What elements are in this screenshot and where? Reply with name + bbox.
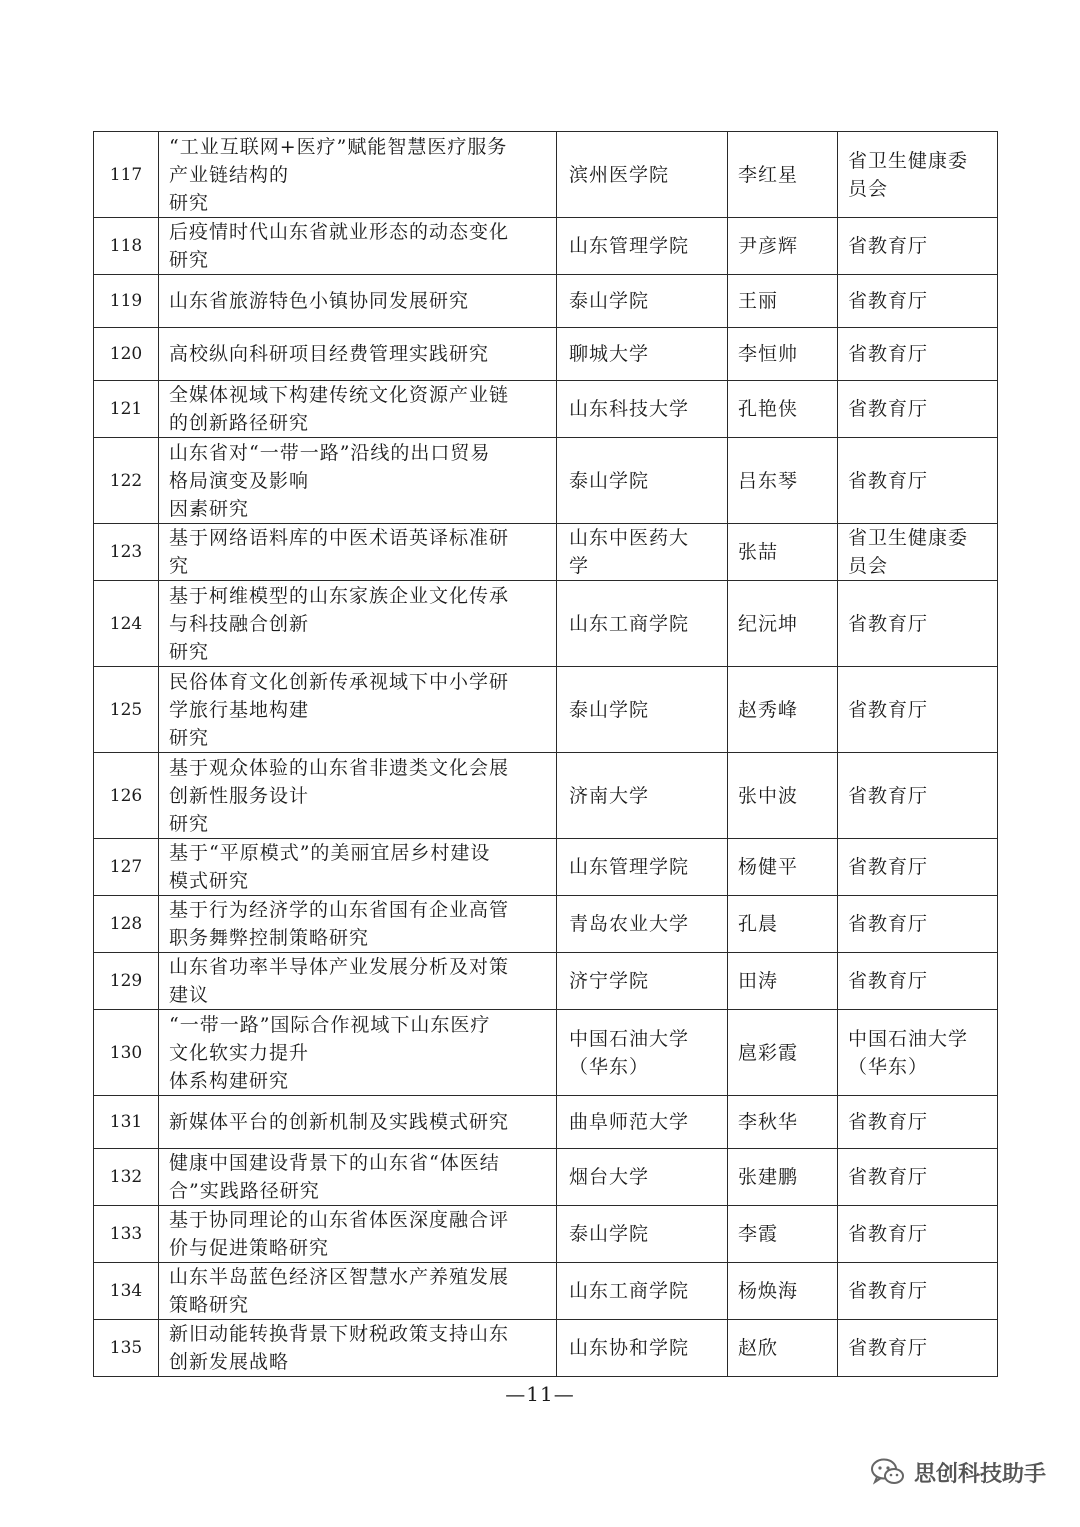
row-number: 126 <box>94 753 159 839</box>
project-title-line: 究 <box>169 555 190 577</box>
institution <box>557 896 728 953</box>
supervising-department <box>838 381 998 438</box>
project-title <box>159 524 557 581</box>
principal-investigator: 赵欣 <box>728 1320 838 1377</box>
project-table <box>93 131 998 1377</box>
department-line: 省教育厅 <box>848 612 929 635</box>
project-title <box>159 132 557 218</box>
table-row <box>94 275 998 328</box>
row-number: 120 <box>94 328 159 381</box>
table-row <box>94 667 998 753</box>
principal-investigator: 扈彩霞 <box>728 1010 838 1096</box>
project-title-line: 文化软实力提升 <box>169 1041 310 1064</box>
principal-investigator: 孔晨 <box>728 896 838 953</box>
department-line: 省卫生健康委 <box>848 527 969 549</box>
project-title-line: 研究 <box>169 812 210 835</box>
project-title <box>159 1096 557 1149</box>
principal-investigator: 王丽 <box>728 275 838 328</box>
project-title <box>159 218 557 275</box>
department-line: 省教育厅 <box>848 1166 929 1188</box>
table-row <box>94 753 998 839</box>
table-row <box>94 1320 998 1377</box>
project-title-line: 研究 <box>169 191 210 214</box>
project-title <box>159 896 557 953</box>
project-title-line: 研究 <box>169 726 210 749</box>
principal-investigator: 张建鹏 <box>728 1149 838 1206</box>
institution-line: 学 <box>569 555 590 577</box>
supervising-department <box>838 896 998 953</box>
department-line: 省教育厅 <box>848 398 929 420</box>
department-line: 中国石油大学 <box>848 1027 969 1050</box>
department-line: 员会 <box>848 177 889 200</box>
principal-investigator: 尹彦辉 <box>728 218 838 275</box>
table-row <box>94 1010 998 1096</box>
institution <box>557 1149 728 1206</box>
project-title-line: 山东省旅游特色小镇协同发展研究 <box>169 290 470 312</box>
institution-line: 泰山学院 <box>569 698 650 721</box>
row-number: 132 <box>94 1149 159 1206</box>
supervising-department <box>838 132 998 218</box>
table-row <box>94 1096 998 1149</box>
project-title-line: 民俗体育文化创新传承视域下中小学研 <box>169 670 510 693</box>
institution-line: 泰山学院 <box>569 290 650 312</box>
institution-line: 山东协和学院 <box>569 1337 690 1359</box>
project-title <box>159 753 557 839</box>
project-title-line: 基于网络语料库的中医术语英译标准研 <box>169 527 510 549</box>
project-title-line: 山东省对“一带一路”沿线的出口贸易 <box>169 441 491 464</box>
institution-line: 泰山学院 <box>569 1223 650 1245</box>
principal-investigator: 杨健平 <box>728 839 838 896</box>
institution-line: 山东工商学院 <box>569 1280 690 1302</box>
department-line: 省教育厅 <box>848 1111 929 1133</box>
project-title-line: 学旅行基地构建 <box>169 698 310 721</box>
table-row <box>94 524 998 581</box>
supervising-department <box>838 667 998 753</box>
supervising-department <box>838 438 998 524</box>
supervising-department <box>838 328 998 381</box>
institution <box>557 438 728 524</box>
institution <box>557 839 728 896</box>
project-title-line: 策略研究 <box>169 1294 250 1316</box>
supervising-department <box>838 1010 998 1096</box>
wechat-icon <box>870 1457 906 1487</box>
project-title-line: 研究 <box>169 249 210 271</box>
supervising-department <box>838 581 998 667</box>
supervising-department <box>838 1320 998 1377</box>
institution-line: 聊城大学 <box>569 343 650 365</box>
watermark <box>870 1452 1046 1492</box>
institution-line: 济南大学 <box>569 784 650 807</box>
project-title-line: 价与促进策略研究 <box>169 1237 330 1259</box>
project-title <box>159 581 557 667</box>
project-title-line: 创新发展战略 <box>169 1351 290 1373</box>
project-title-line: 基于柯维模型的山东家族企业文化传承 <box>169 584 510 607</box>
department-line: （华东） <box>848 1055 929 1078</box>
principal-investigator: 赵秀峰 <box>728 667 838 753</box>
department-line: 省教育厅 <box>848 235 929 257</box>
project-title <box>159 328 557 381</box>
table-row <box>94 218 998 275</box>
project-title <box>159 667 557 753</box>
supervising-department <box>838 524 998 581</box>
supervising-department <box>838 1096 998 1149</box>
institution <box>557 1096 728 1149</box>
institution-line: 烟台大学 <box>569 1166 650 1188</box>
project-title-line: 健康中国建设背景下的山东省“体医结 <box>169 1152 500 1174</box>
principal-investigator: 李红星 <box>728 132 838 218</box>
institution <box>557 524 728 581</box>
department-line: 省教育厅 <box>848 1280 929 1302</box>
table-body <box>94 132 998 1377</box>
institution-line: 山东科技大学 <box>569 398 690 420</box>
institution <box>557 667 728 753</box>
project-title-line: 模式研究 <box>169 870 250 892</box>
page-number: —11— <box>505 1382 575 1406</box>
project-title <box>159 275 557 328</box>
supervising-department <box>838 1263 998 1320</box>
row-number: 121 <box>94 381 159 438</box>
institution-line: 山东中医药大 <box>569 527 690 549</box>
principal-investigator: 李霞 <box>728 1206 838 1263</box>
row-number: 128 <box>94 896 159 953</box>
project-title-line: 新媒体平台的创新机制及实践模式研究 <box>169 1111 510 1133</box>
department-line: 省教育厅 <box>848 343 929 365</box>
row-number: 119 <box>94 275 159 328</box>
project-title-line: 基于观众体验的山东省非遗类文化会展 <box>169 756 510 779</box>
supervising-department <box>838 953 998 1010</box>
department-line: 员会 <box>848 555 889 577</box>
supervising-department <box>838 1206 998 1263</box>
institution <box>557 753 728 839</box>
institution-line: 济宁学院 <box>569 970 650 992</box>
project-title-line: 基于“平原模式”的美丽宜居乡村建设 <box>169 842 491 864</box>
department-line: 省教育厅 <box>848 856 929 878</box>
project-title <box>159 1010 557 1096</box>
principal-investigator: 吕东琴 <box>728 438 838 524</box>
institution-line: 曲阜师范大学 <box>569 1111 690 1133</box>
project-title <box>159 438 557 524</box>
department-line: 省卫生健康委 <box>848 149 969 172</box>
row-number: 129 <box>94 953 159 1010</box>
project-title-line: 产业链结构的 <box>169 163 290 186</box>
project-title-line: 高校纵向科研项目经费管理实践研究 <box>169 343 490 365</box>
project-title-line: 因素研究 <box>169 497 250 520</box>
project-title-line: 山东半岛蓝色经济区智慧水产养殖发展 <box>169 1266 510 1288</box>
row-number: 130 <box>94 1010 159 1096</box>
project-title-line: “工业互联网+医疗”赋能智慧医疗服务 <box>169 135 508 158</box>
principal-investigator: 孔艳侠 <box>728 381 838 438</box>
row-number: 122 <box>94 438 159 524</box>
table-row <box>94 1149 998 1206</box>
project-title-line: 体系构建研究 <box>169 1069 290 1092</box>
project-title <box>159 953 557 1010</box>
row-number: 134 <box>94 1263 159 1320</box>
principal-investigator: 田涛 <box>728 953 838 1010</box>
principal-investigator: 纪沅坤 <box>728 581 838 667</box>
institution <box>557 1320 728 1377</box>
supervising-department <box>838 753 998 839</box>
project-title-line: “一带一路”国际合作视域下山东医疗 <box>169 1013 491 1036</box>
table-row <box>94 132 998 218</box>
institution-line: 青岛农业大学 <box>569 913 690 935</box>
supervising-department <box>838 1149 998 1206</box>
project-title-line: 基于行为经济学的山东省国有企业高管 <box>169 899 510 921</box>
table-row <box>94 438 998 524</box>
project-title-line: 基于协同理论的山东省体医深度融合评 <box>169 1209 510 1231</box>
row-number: 133 <box>94 1206 159 1263</box>
row-number: 127 <box>94 839 159 896</box>
row-number: 118 <box>94 218 159 275</box>
table-row <box>94 328 998 381</box>
project-title <box>159 839 557 896</box>
table-row <box>94 1206 998 1263</box>
table-row <box>94 381 998 438</box>
project-title-line: 格局演变及影响 <box>169 469 310 492</box>
institution-line: 山东管理学院 <box>569 856 690 878</box>
project-title-line: 与科技融合创新 <box>169 612 310 635</box>
supervising-department <box>838 839 998 896</box>
department-line: 省教育厅 <box>848 290 929 312</box>
institution <box>557 1010 728 1096</box>
project-title-line: 的创新路径研究 <box>169 412 310 434</box>
table-row <box>94 896 998 953</box>
row-number: 117 <box>94 132 159 218</box>
project-title-line: 全媒体视域下构建传统文化资源产业链 <box>169 384 510 406</box>
row-number: 124 <box>94 581 159 667</box>
department-line: 省教育厅 <box>848 1337 929 1359</box>
department-line: 省教育厅 <box>848 1223 929 1245</box>
department-line: 省教育厅 <box>848 970 929 992</box>
table-row <box>94 953 998 1010</box>
principal-investigator: 张中波 <box>728 753 838 839</box>
table-row <box>94 839 998 896</box>
project-title-line: 建议 <box>169 984 210 1006</box>
department-line: 省教育厅 <box>848 469 929 492</box>
project-title-line: 合”实践路径研究 <box>169 1180 320 1202</box>
institution <box>557 1206 728 1263</box>
principal-investigator: 杨焕海 <box>728 1263 838 1320</box>
project-title-line: 研究 <box>169 640 210 663</box>
project-title-line: 职务舞弊控制策略研究 <box>169 927 370 949</box>
department-line: 省教育厅 <box>848 913 929 935</box>
project-title <box>159 1263 557 1320</box>
institution <box>557 132 728 218</box>
institution-line: 中国石油大学 <box>569 1027 690 1050</box>
project-title-line: 创新性服务设计 <box>169 784 310 807</box>
institution <box>557 328 728 381</box>
project-title <box>159 1206 557 1263</box>
institution <box>557 218 728 275</box>
department-line: 省教育厅 <box>848 698 929 721</box>
watermark-text: 思创科技助手 <box>913 1461 1046 1487</box>
project-title-line: 山东省功率半导体产业发展分析及对策 <box>169 956 510 978</box>
project-title <box>159 1149 557 1206</box>
supervising-department <box>838 275 998 328</box>
institution <box>557 1263 728 1320</box>
row-number: 123 <box>94 524 159 581</box>
row-number: 135 <box>94 1320 159 1377</box>
institution <box>557 581 728 667</box>
principal-investigator: 李恒帅 <box>728 328 838 381</box>
row-number: 131 <box>94 1096 159 1149</box>
institution-line: 山东工商学院 <box>569 612 690 635</box>
table-row <box>94 581 998 667</box>
principal-investigator: 李秋华 <box>728 1096 838 1149</box>
supervising-department <box>838 218 998 275</box>
table-row <box>94 1263 998 1320</box>
principal-investigator: 张喆 <box>728 524 838 581</box>
institution-line: 泰山学院 <box>569 469 650 492</box>
institution-line: 山东管理学院 <box>569 235 690 257</box>
institution-line: （华东） <box>569 1055 650 1078</box>
institution <box>557 275 728 328</box>
row-number: 125 <box>94 667 159 753</box>
institution <box>557 953 728 1010</box>
project-title-line: 后疫情时代山东省就业形态的动态变化 <box>169 221 510 243</box>
project-title <box>159 1320 557 1377</box>
institution-line: 滨州医学院 <box>569 163 670 186</box>
project-title-line: 新旧动能转换背景下财税政策支持山东 <box>169 1323 510 1345</box>
institution <box>557 381 728 438</box>
department-line: 省教育厅 <box>848 784 929 807</box>
project-title <box>159 381 557 438</box>
